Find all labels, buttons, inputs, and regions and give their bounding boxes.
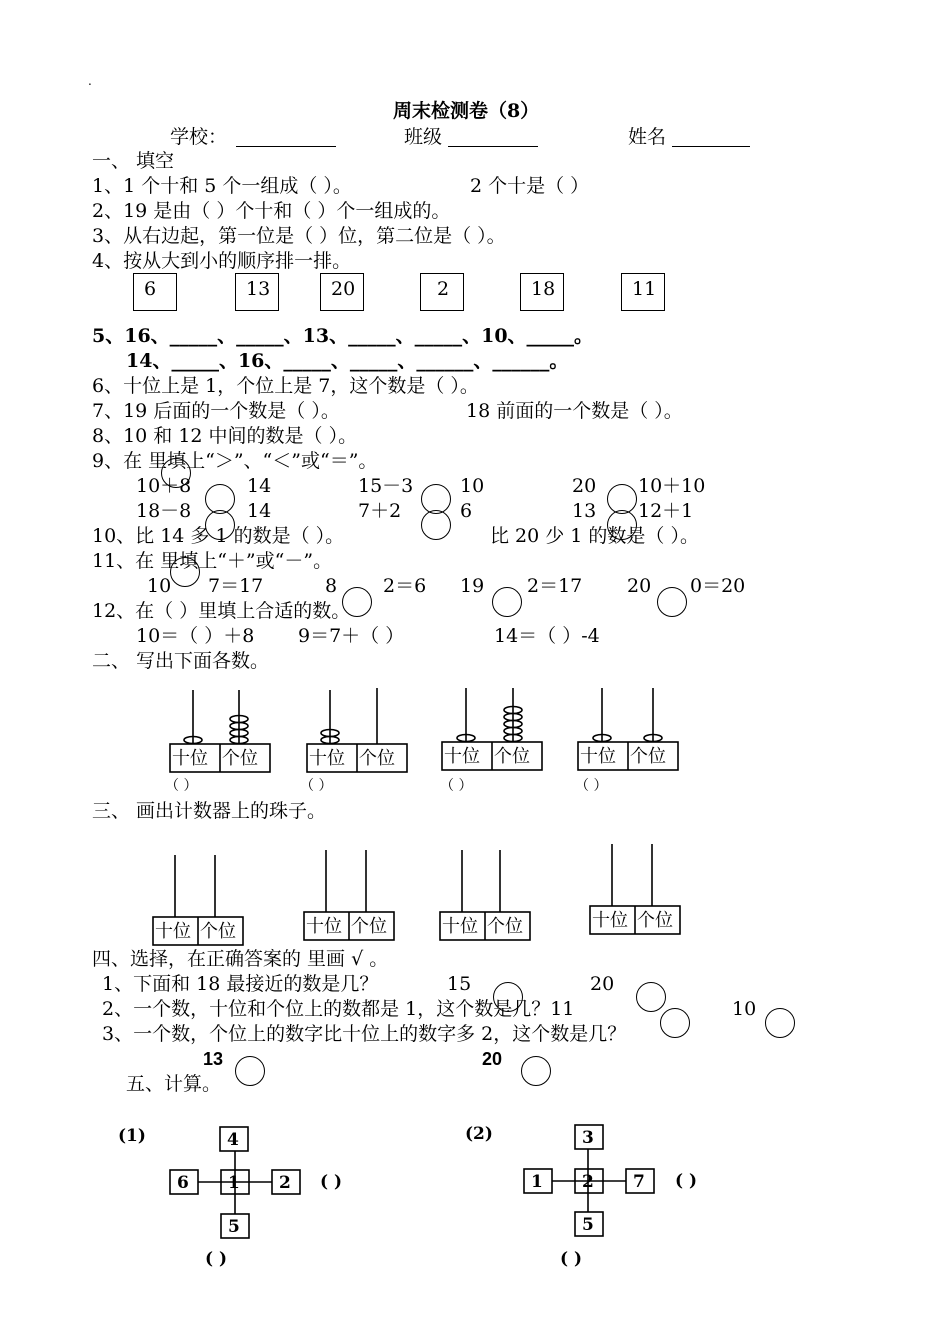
- puzzle-2-label: (2): [465, 1124, 493, 1144]
- number-box: 6: [133, 273, 177, 311]
- puzzle-2-left: 1: [531, 1172, 543, 1192]
- abacus-tens-label: 十位: [172, 748, 208, 769]
- abacus-ones-label: 个位: [630, 746, 666, 767]
- choice-circle[interactable]: [660, 1008, 690, 1038]
- s4-q3: 3、一个数，个位上的数字比十位上的数字多 2，这个数是几？: [102, 1023, 627, 1045]
- school-label: 学校：: [170, 126, 228, 148]
- puzzle-1-top: 4: [227, 1130, 239, 1150]
- number-box: 2: [420, 273, 464, 311]
- choice-circle[interactable]: [235, 1056, 265, 1086]
- q12-expr: 10＝（ ）＋8: [136, 625, 255, 647]
- class-label: 班级: [404, 126, 443, 148]
- q9: 9、在 里填上“＞”、“＜”或“＝”。: [92, 450, 378, 472]
- q1-a: 1、1 个十和 5 个一组成（ ）。: [92, 175, 352, 197]
- puzzle-2-bottom: 5: [582, 1215, 594, 1235]
- q11: 11、在 里填上“＋”或“－”。: [92, 550, 333, 572]
- puzzle-1-answer-col[interactable]: ( ): [205, 1249, 228, 1269]
- puzzle-1-right: 2: [279, 1173, 291, 1193]
- q9-expr: 20: [572, 475, 597, 497]
- name-label: 姓名: [628, 126, 667, 148]
- s4-q3-option: 13: [203, 1049, 224, 1069]
- puzzle-2-top: 3: [582, 1128, 594, 1148]
- counter-tens-label: 十位: [592, 910, 628, 931]
- section-3-heading: 三、 画出计数器上的珠子。: [92, 800, 327, 822]
- q11-expr: 2＝17: [527, 575, 583, 597]
- choice-circle[interactable]: [521, 1056, 551, 1086]
- q7-a: 7、19 后面的一个数是（ ）。: [92, 400, 340, 422]
- puzzle-2-answer-row[interactable]: ( ): [675, 1171, 698, 1191]
- q11-expr: 2＝6: [383, 575, 427, 597]
- page-title: 周末检测卷（8）: [393, 100, 540, 122]
- counter-tens-label: 十位: [306, 916, 342, 937]
- s4-q1-option: 15: [447, 973, 472, 995]
- q11-expr: 20: [627, 575, 652, 597]
- s4-q3-option: 20: [482, 1049, 503, 1069]
- q5-line-1: 5、16、_____、_____、13、_____、_____、10、_____。: [92, 325, 594, 347]
- number-box: 11: [621, 273, 665, 311]
- abacus-tens-label: 十位: [444, 746, 480, 767]
- counter-ones-label: 个位: [487, 916, 523, 937]
- s4-q2: 2、一个数，十位和个位上的数都是 1，这个数是几？11: [102, 998, 575, 1020]
- q9-expr: 14: [247, 475, 272, 497]
- abacus-ones-label: 个位: [359, 748, 395, 769]
- q8: 8、10 和 12 中间的数是（ ）。: [92, 425, 358, 447]
- number-box: 20: [320, 273, 364, 311]
- s4-q1: 1、下面和 18 最接近的数是几？: [102, 973, 379, 995]
- puzzle-2-right: 7: [633, 1172, 645, 1192]
- q10-a: 10、比 14 多 1 的数是（ ）。: [92, 525, 345, 547]
- section-5-heading: 五、计算。: [126, 1073, 222, 1095]
- q11-expr: 7＝17: [208, 575, 264, 597]
- q12-expr: 14＝（ ）-4: [494, 625, 600, 647]
- q9-expr: 12＋1: [638, 500, 694, 522]
- q9-expr: 6: [460, 500, 473, 522]
- q9-expr: 13: [572, 500, 597, 522]
- q9-expr: 18－8: [136, 500, 192, 522]
- section-2-heading: 二、 写出下面各数。: [92, 650, 270, 672]
- answer-paren[interactable]: （ ）: [165, 778, 198, 794]
- abacus-tens-label: 十位: [309, 748, 345, 769]
- number-box: 18: [520, 273, 564, 311]
- section-1-heading: 一、 填空: [92, 150, 175, 172]
- q7-b: 18 前面的一个数是（ ）。: [466, 400, 683, 422]
- counter-tens-label: 十位: [442, 916, 478, 937]
- counter-ones-label: 个位: [351, 916, 387, 937]
- q10-b: 比 20 少 1 的数是（ ）。: [490, 525, 699, 547]
- q9-expr: 10＋10: [638, 475, 706, 497]
- abacus-ones-label: 个位: [222, 748, 258, 769]
- puzzle-1-bottom: 5: [228, 1217, 240, 1237]
- q11-expr: 19: [460, 575, 485, 597]
- answer-paren[interactable]: （ ）: [300, 778, 333, 794]
- answer-paren[interactable]: （ ）: [575, 778, 608, 794]
- answer-paren[interactable]: （ ）: [440, 778, 473, 794]
- puzzle-2-answer-col[interactable]: ( ): [560, 1249, 583, 1269]
- abacus-tens-label: 十位: [580, 746, 616, 767]
- puzzle-2-center: 2: [582, 1172, 594, 1192]
- q11-expr: 8: [325, 575, 338, 597]
- puzzle-1-left: 6: [177, 1173, 189, 1193]
- puzzle-1-label: (1): [118, 1126, 146, 1146]
- q11-expr: 0＝20: [690, 575, 746, 597]
- puzzle-1-center: 1: [228, 1173, 240, 1193]
- q3: 3、从右边起，第一位是（ ）位，第二位是（ ）。: [92, 225, 506, 247]
- q12-expr: 9＝7＋（ ）: [298, 625, 405, 647]
- q1-b: 2 个十是（ ）: [470, 175, 590, 197]
- s4-q2-option: 10: [732, 998, 757, 1020]
- stray-dot: .: [88, 74, 92, 88]
- section-4-heading: 四、选择，在正确答案的 里画 √ 。: [92, 948, 389, 970]
- choice-circle[interactable]: [636, 982, 666, 1012]
- q2: 2、19 是由（ ）个十和（ ）个一组成的。: [92, 200, 451, 222]
- q6: 6、十位上是 1，个位上是 7，这个数是（ ）。: [92, 375, 479, 397]
- q11-expr: 10: [147, 575, 172, 597]
- counter-tens-label: 十位: [155, 921, 191, 942]
- counter-ones-label: 个位: [637, 910, 673, 931]
- q9-expr: 7＋2: [358, 500, 402, 522]
- abacus-ones-label: 个位: [494, 746, 530, 767]
- q9-expr: 10: [460, 475, 485, 497]
- q9-expr: 15－3: [358, 475, 414, 497]
- s4-q1-option: 20: [590, 973, 615, 995]
- q5-line-2: 14、_____、16、_____、_____、______、______。: [126, 350, 569, 372]
- q4: 4、按从大到小的顺序排一排。: [92, 250, 352, 272]
- puzzle-1-answer-row[interactable]: ( ): [320, 1172, 343, 1192]
- number-box: 13: [235, 273, 279, 311]
- choice-circle[interactable]: [765, 1008, 795, 1038]
- q9-expr: 14: [247, 500, 272, 522]
- q9-expr: 10＋8: [136, 475, 192, 497]
- q12: 12、在（ ）里填上合适的数。: [92, 600, 351, 622]
- counter-ones-label: 个位: [200, 921, 236, 942]
